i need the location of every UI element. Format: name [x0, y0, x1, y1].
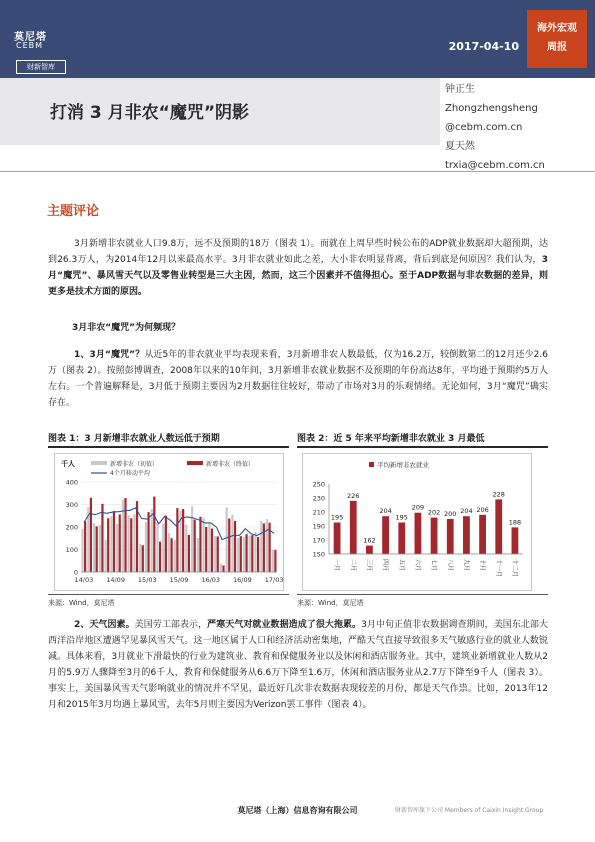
- chart-2-data-label: 209: [411, 503, 425, 512]
- chart-1-bar-initial: [116, 524, 118, 572]
- author-name-1: 钟正生: [445, 84, 475, 95]
- chart-2-xtick: 十二月: [510, 559, 518, 578]
- chart-1-xtick: 16/09: [233, 576, 252, 584]
- chart-1-bar-final: [234, 521, 236, 572]
- chart-2-bar: [415, 513, 422, 554]
- chart-2-xtick: 三月: [365, 559, 373, 572]
- chart-2-data-label: 204: [460, 507, 473, 516]
- chart-2-xtick: 五月: [397, 559, 405, 572]
- chart-1-bar-final: [228, 518, 230, 572]
- chart-1-bar-initial: [128, 515, 130, 572]
- chart-1-bar-final: [142, 545, 144, 572]
- paragraph-1-text: 3月新增非农就业人口9.8万，远不及预期的18万（图表 1）。而就在上周早些时候公布的ADP就业数据却大超预期，达到26.3万人，为2014年12月以来最高水平。3月非农就业如此之差，大小非农明显背离，背后到底是何原因？我们认为，: [48, 239, 548, 265]
- chart-1-bar-initial: [162, 524, 164, 572]
- chart-1-bar-initial: [145, 522, 147, 572]
- subheading-march-curse: 3月非农“魔咒”为何频现？: [72, 323, 181, 333]
- chart-1-bar-initial: [237, 538, 239, 572]
- chart-2-bar: [350, 501, 357, 554]
- paragraph-2-text: 从近5年的非农就业平均表现来看，3月新增非农人数最低，仅为16.2万，较倒数第二的12月还少2.6万（图表 2）。按照彭博调查，2008年以来的10年间，3月新增非农就业数据不及预期的年份高达8年，平均逊于预期约5万人左右。一个普遍解释是，3月低于预期主要因为2月数据往往较好，带动了市场对3月的乐观情绪。无论如何，3月“魔咒”确实存在。: [48, 350, 548, 408]
- chart-2-bar: [334, 523, 341, 555]
- paragraph-3-text-b: 3月中旬正值非农数据调查期间，美国东北部大西洋沿岸地区遭遇罕见暴风雪天气。这一地区属于人口和经济活动密集地，严酷天气直接导致很多天气敏感行业的就业人数锐减。具体来看，3月就业下滑最快的行业为建筑业、教育和保健服务业以及休闲和酒店服务业。其中，建筑业新增就业人数从2月的5.9万人骤降至3月的6千人，教育和保健服务从6.6万下降至1.6万，休闲和酒店服务业从2.7万下降至9千人（图表 3）。事实上，美国暴风雪天气影响就业的情况并不罕见，最近好几次非农数据表现较差的月份，都是天气作祟。比如，2013年12月和2015年3月均遇上暴风雪，去年5月则主要因为Verizon罢工事件（图表 4）。: [48, 620, 548, 710]
- chart-1-legend-final: 新增非农（终值）: [206, 461, 255, 468]
- chart-1-bar-final: [205, 527, 207, 572]
- logo-tag: 财新智库: [16, 60, 66, 74]
- chart-1-xtick: 14/09: [106, 576, 125, 584]
- chart-1-bar-final: [90, 498, 92, 572]
- chart-1-legend-swatch-final: [187, 461, 203, 465]
- author-email-1a[interactable]: Zhongzhengsheng: [445, 103, 538, 114]
- chart-2-ytick: 230: [312, 494, 325, 503]
- chart-1-bar-final: [263, 523, 265, 572]
- chart-1-xtick: 15/09: [169, 576, 189, 584]
- chart-2-ytick: 190: [312, 522, 325, 531]
- paragraph-3: [48, 617, 548, 713]
- chart-1-bar-final: [153, 497, 155, 572]
- chart-1-bar-final: [240, 536, 242, 572]
- chart-1-bar-final: [211, 529, 213, 572]
- chart-1-bar-final: [165, 516, 167, 572]
- chart-2-bar: [479, 515, 486, 554]
- chart-1-bar-final: [159, 542, 161, 572]
- author-block: [445, 80, 545, 175]
- chart-2-bar: [495, 499, 502, 554]
- chart-1-ytick: 300: [65, 501, 78, 509]
- chart-2-bar: [398, 523, 405, 555]
- chart-1-bar-final: [194, 520, 196, 572]
- paragraph-2: [48, 347, 548, 411]
- chart-1-xtick: 16/03: [201, 576, 221, 584]
- chart-1-bar-final: [251, 535, 253, 572]
- chart-1-bar-final: [84, 521, 86, 572]
- chart-1-bar-final: [119, 514, 121, 572]
- chart-1-xtick: 15/03: [137, 576, 157, 584]
- report-type-badge: [527, 10, 587, 68]
- chart-2-bar: [447, 519, 454, 554]
- chart-2-xtick: 一月: [333, 559, 341, 572]
- chart-1-xtick: 17/03: [264, 576, 283, 584]
- chart-1-bar-initial: [226, 507, 228, 572]
- paragraph-1-emphasis: 3月“魔咒”、暴风雪天气以及零售业转型是三大主因，然而，这三个因素并不值得担心。至于ADP数据与非农数据的差异，则更多是技术方面的原因。: [48, 255, 548, 297]
- chart-2-xtick: 六月: [413, 559, 421, 572]
- chart-2-ytick: 170: [312, 536, 325, 545]
- chart-2-legend: 平均新增非农就业: [377, 461, 429, 469]
- author-email-2[interactable]: trxia@cebm.com.cn: [445, 160, 545, 171]
- report-type-line2: 周报: [547, 42, 567, 53]
- chart-2-data-label: 202: [427, 508, 441, 517]
- chart-1-bar-final: [245, 534, 247, 572]
- chart-1-xtick: 14/03: [74, 576, 94, 584]
- figure-2-chart: [302, 453, 532, 591]
- chart-2-data-label: 200: [444, 510, 457, 518]
- chart-1-bar-final: [199, 517, 201, 572]
- chart-2-bar: [382, 516, 389, 554]
- chart-1-ylabel: 千人: [61, 460, 75, 468]
- chart-1-bar-final: [182, 509, 184, 572]
- chart-2-bar: [366, 546, 373, 554]
- chart-2-ytick: 210: [312, 508, 325, 517]
- chart-1-bar-final: [113, 511, 115, 572]
- logo-cn-text: 莫尼塔: [14, 32, 47, 43]
- chart-1-bar-final: [222, 565, 224, 572]
- figure-1-title: 图表 1：3 月新增非农就业人数远低于预期: [48, 434, 220, 444]
- chart-2-ytick: 150: [312, 550, 325, 559]
- chart-2-xtick: 十月: [478, 559, 486, 572]
- page-title: 打消 3 月非农“魔咒”阴影: [50, 103, 250, 123]
- company-logo: [8, 10, 64, 71]
- chart-1-bar-initial: [208, 524, 210, 572]
- chart-2-xtick: 四月: [381, 559, 389, 572]
- chart-1-svg: [55, 454, 283, 590]
- figure-2-title: 图表 2：近 5 年来平均新增非农就业 3 月最低: [297, 434, 485, 444]
- chart-2-data-label: 195: [395, 513, 408, 522]
- author-name-2: 夏天然: [445, 141, 475, 152]
- chart-1-bar-initial: [168, 533, 170, 572]
- logo-en-text: CEBM: [16, 41, 44, 50]
- chart-1-bar-final: [147, 512, 149, 572]
- chart-1-bar-initial: [266, 519, 268, 572]
- chart-1-bar-initial: [249, 536, 251, 572]
- chart-1-legend-initial: 新增非农（初值）: [110, 461, 159, 468]
- paragraph-3-lead: 2、天气因素。: [74, 620, 135, 630]
- chart-1-ytick: 100: [65, 546, 78, 554]
- chart-1-bar-final: [130, 518, 132, 572]
- footer-note: 财新智库旗下公司 Members of Caixin Insight Group: [395, 807, 544, 814]
- section-title: 主题评论: [47, 204, 100, 219]
- chart-1-bar-final: [107, 518, 109, 572]
- header-band: [0, 0, 595, 78]
- chart-1-legend-swatch-initial: [91, 461, 107, 465]
- chart-1-ytick: 200: [65, 523, 78, 532]
- footer-company: 莫尼塔（上海）信息咨询有限公司: [237, 806, 358, 815]
- chart-1-bar-initial: [93, 523, 95, 572]
- chart-1-bar-final: [171, 538, 173, 572]
- report-type-line1: 海外宏观: [537, 23, 577, 34]
- chart-1-bar-final: [274, 550, 276, 572]
- header-divider: [0, 171, 595, 172]
- chart-2-data-label: 204: [379, 507, 392, 516]
- chart-2-xtick: 八月: [446, 559, 454, 572]
- chart-1-bar-initial: [156, 522, 158, 572]
- chart-2-bar: [431, 518, 438, 554]
- chart-2-data-label: 188: [508, 518, 522, 527]
- chart-1-bar-initial: [81, 529, 83, 572]
- chart-1-ytick: 400: [65, 478, 78, 487]
- figure-1-source-rule: [48, 594, 289, 595]
- chart-1-bar-final: [188, 535, 190, 572]
- paragraph-3-emphasis: 严寒天气对就业数据造成了很大拖累。: [207, 620, 362, 630]
- chart-1-bar-initial: [139, 544, 141, 572]
- chart-1-bar-initial: [197, 538, 199, 572]
- paragraph-1: [48, 236, 548, 300]
- author-email-1b[interactable]: @cebm.com.cn: [445, 122, 523, 133]
- chart-1-ytick: 0: [73, 568, 78, 577]
- chart-1-bar-initial: [185, 525, 187, 572]
- chart-1-bar-final: [217, 536, 219, 572]
- figure-1-chart: [54, 453, 284, 591]
- chart-1-bar-final: [176, 508, 178, 572]
- chart-2-legend-swatch: [369, 462, 374, 467]
- figure-2-source: 来源：Wind，莫尼塔: [297, 599, 364, 607]
- figure-1-rule: [48, 446, 289, 448]
- chart-2-data-label: 226: [347, 491, 360, 500]
- chart-1-bar-initial: [133, 514, 135, 572]
- chart-2-svg: [303, 454, 531, 590]
- chart-1-bar-initial: [105, 540, 107, 572]
- chart-2-xtick: 七月: [430, 559, 438, 572]
- chart-2-data-label: 162: [363, 536, 376, 545]
- chart-2-data-label: 195: [330, 513, 344, 522]
- chart-1-bar-final: [124, 498, 126, 572]
- chart-1-bar-initial: [151, 509, 153, 572]
- chart-1-bar-initial: [214, 536, 216, 572]
- chart-2-ytick: 250: [312, 480, 325, 489]
- chart-2-xtick: 十一月: [494, 559, 502, 578]
- chart-2-data-label: 206: [476, 505, 489, 514]
- chart-2-bar: [512, 527, 519, 554]
- chart-1-bar-initial: [231, 515, 233, 572]
- report-date: 2017-04-10: [448, 40, 519, 53]
- chart-1-bar-initial: [220, 563, 222, 572]
- chart-2-bar: [463, 516, 470, 554]
- chart-1-bar-initial: [260, 521, 262, 572]
- figure-2-rule: [297, 446, 548, 448]
- chart-1-bar-final: [96, 526, 98, 572]
- chart-1-bar-initial: [110, 516, 112, 572]
- chart-2-xtick: 二月: [349, 559, 357, 572]
- chart-2-data-label: 228: [492, 490, 505, 499]
- figure-1-source: 来源：Wind，莫尼塔: [48, 599, 115, 607]
- chart-1-bar-final: [101, 504, 103, 572]
- chart-1-bar-initial: [272, 550, 274, 572]
- chart-1-bar-initial: [254, 532, 256, 572]
- chart-1-legend-ma: 4个月移动平均: [110, 470, 150, 477]
- paragraph-2-lead: 1、3月“魔咒”？: [74, 350, 145, 360]
- chart-1-bar-initial: [243, 537, 245, 572]
- figure-2-source-rule: [297, 594, 548, 595]
- paragraph-3-text-a: 美国劳工部表示，: [134, 620, 208, 630]
- chart-1-bar-initial: [174, 540, 176, 572]
- chart-2-xtick: 九月: [462, 559, 470, 572]
- chart-1-bar-initial: [191, 506, 193, 572]
- chart-1-bar-final: [257, 537, 259, 572]
- chart-1-bar-initial: [99, 525, 101, 572]
- chart-1-bar-initial: [203, 518, 205, 572]
